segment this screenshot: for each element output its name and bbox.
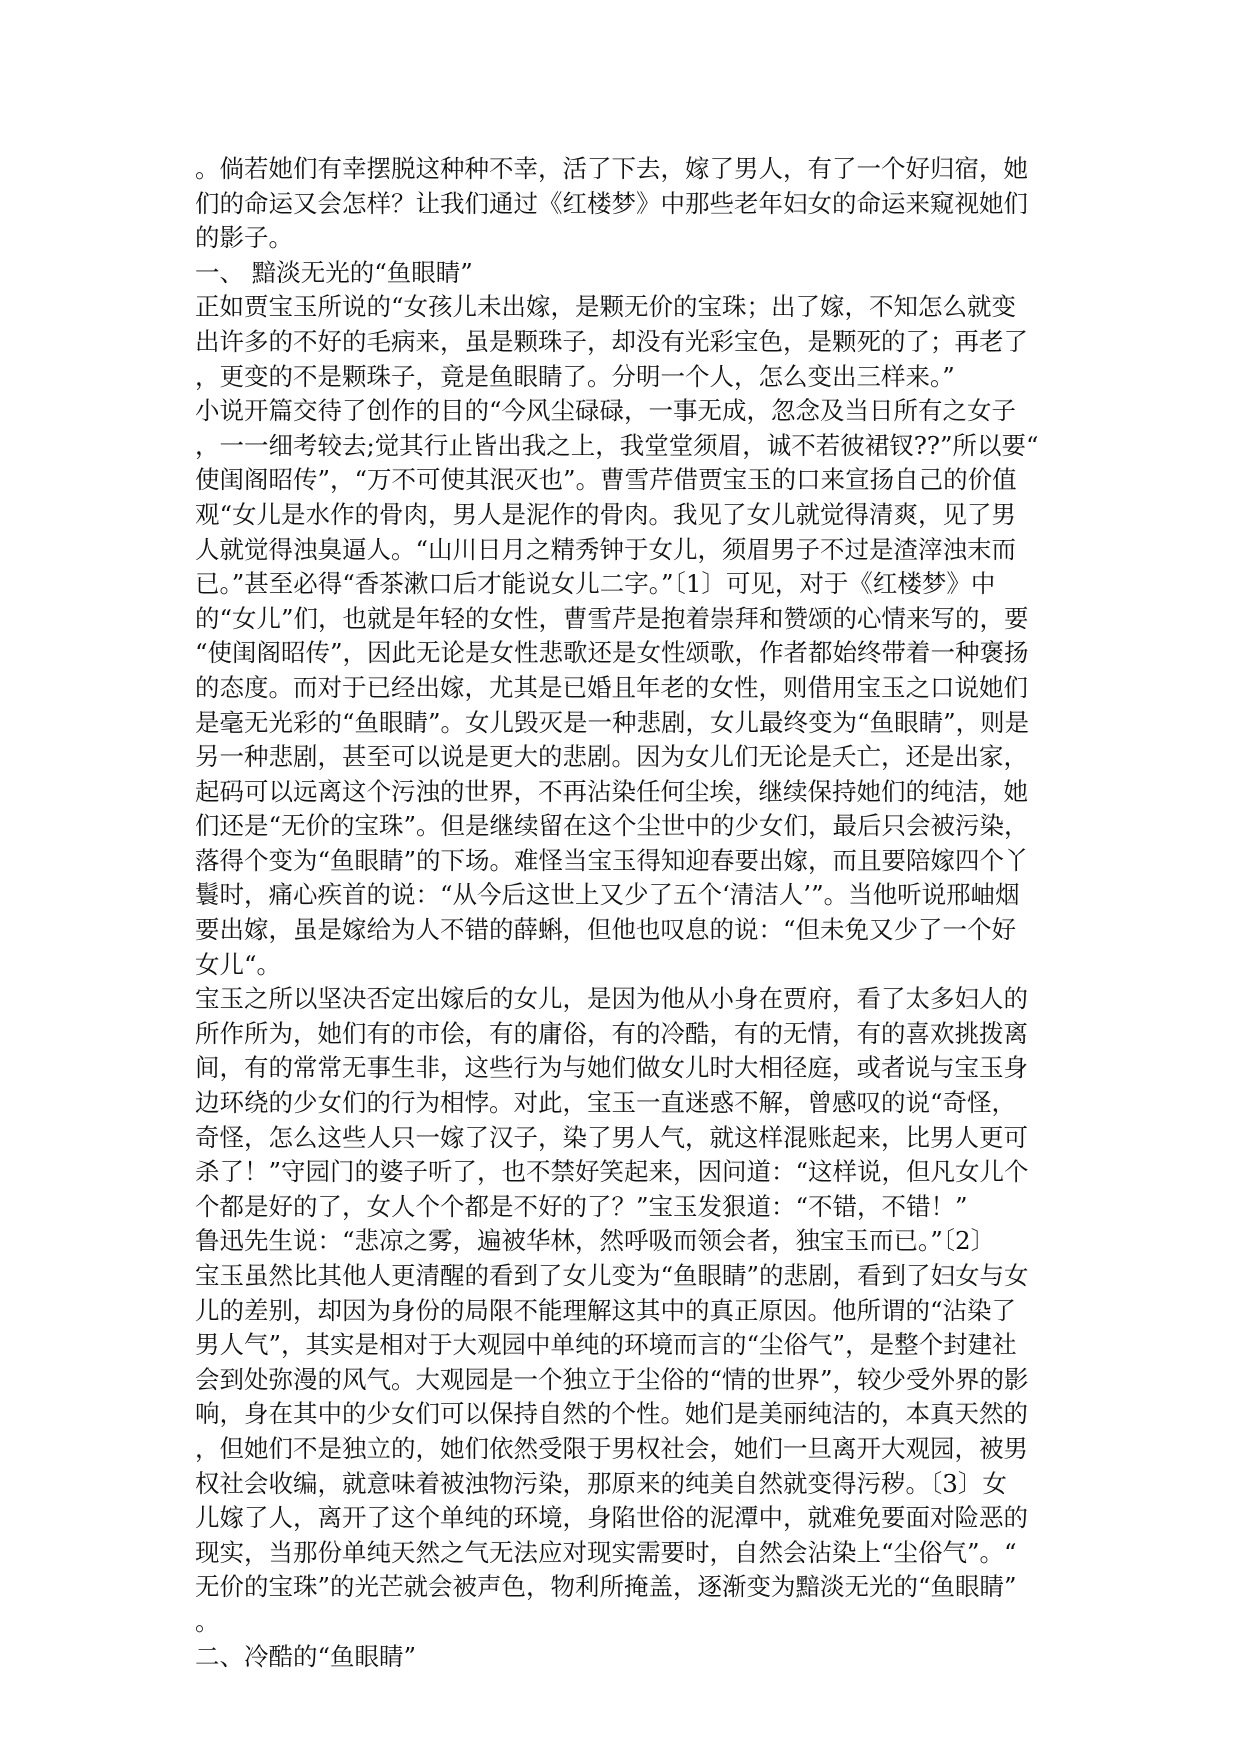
- text-line: 的态度。而对于已经出嫁，尤其是已婚且年老的女性，则借用宝玉之口说她们: [195, 672, 1028, 702]
- text-line: 的影子。: [195, 223, 293, 253]
- text-line: 无价的宝珠”的光芒就会被声色，物利所掩盖，逐渐变为黯淡无光的“鱼眼睛”: [195, 1572, 1017, 1602]
- document-page: [195, 152, 1045, 1674]
- text-line: 落得个变为“鱼眼睛”的下场。难怪当宝玉得知迎春要出嫁，而且要陪嫁四个丫: [195, 845, 1029, 875]
- text-line: 宝玉之所以坚决否定出嫁后的女儿，是因为他从小身在贾府，看了太多妇人的: [195, 984, 1028, 1014]
- text-line: 起码可以远离这个污浊的世界，不再沾染任何尘埃，继续保持她们的纯洁，她: [195, 776, 1028, 806]
- document-body: [195, 152, 1045, 1674]
- text-line: 使闺阁昭传”，“万不可使其泯灭也”。曹雪芹借贾宝玉的口来宣扬自己的价值: [195, 465, 1017, 495]
- text-line: ，但她们不是独立的，她们依然受限于男权社会，她们一旦离开大观园，被男: [195, 1433, 1028, 1463]
- text-line: 人就觉得浊臭逼人。“山川日月之精秀钟于女儿，须眉男子不过是渣滓浊末而: [195, 534, 1017, 564]
- section-heading: 一、 黯淡无光的“鱼眼睛”: [195, 257, 473, 287]
- text-line: 鲁迅先生说：“悲凉之雾，遍被华林，然呼吸而领会者，独宝玉而已。”〔2〕: [195, 1226, 996, 1256]
- text-line: 小说开篇交待了创作的目的“今风尘碌碌，一事无成，忽念及当日所有之女子: [195, 396, 1017, 426]
- text-line: 宝玉虽然比其他人更清醒的看到了女儿变为“鱼眼睛”的悲剧，看到了妇女与女: [195, 1261, 1029, 1290]
- text-line: 间，有的常常无事生非，这些行为与她们做女儿时大相径庭，或者说与宝玉身: [195, 1053, 1028, 1083]
- text-line: 男人气”，其实是相对于大观园中单纯的环境而言的“尘俗气”，是整个封建社: [195, 1330, 1017, 1360]
- text-line: 鬟时，痛心疾首的说：“从今后这世上又少了五个‘清洁人’”。当他听说邢岫烟: [195, 880, 1020, 910]
- text-line: 已。”甚至必得“香茶漱口后才能说女儿二字。”〔1〕可见，对于《红楼梦》中: [195, 569, 996, 599]
- text-line: 女儿“。: [195, 949, 282, 979]
- text-line: 个都是好的了，女人个个都是不好的了？”宝玉发狠道：“不错，不错！”: [195, 1191, 968, 1221]
- text-line: 权社会收编，就意味着被浊物污染，那原来的纯美自然就变得污秽。〔3〕女: [195, 1468, 1007, 1498]
- text-line: 另一种悲剧，甚至可以说是更大的悲剧。因为女儿们无论是夭亡，还是出家，: [195, 742, 1028, 772]
- text-line: 会到处弥漫的风气。大观园是一个独立于尘俗的“情的世界”，较少受外界的影: [195, 1364, 1029, 1394]
- text-line: 边环绕的少女们的行为相悖。对此，宝玉一直迷惑不解，曾感叹的说“奇怪，: [195, 1088, 1017, 1118]
- text-line: 儿的差别，却因为身份的局限不能理解这其中的真正原因。他所谓的“沾染了: [195, 1295, 1017, 1325]
- text-line: 的“女儿”们，也就是年轻的女性，曹雪芹是抱着崇拜和赞颂的心情来写的，要: [195, 603, 1029, 633]
- text-line: 出许多的不好的毛病来，虽是颗珠子，却没有光彩宝色，是颗死的了；再老了: [195, 326, 1028, 356]
- text-line: ，一一细考较去;觉其行止皆出我之上，我堂堂须眉，诚不若彼裙钗??”所以要“: [195, 430, 1039, 460]
- text-line: 正如贾宝玉所说的“女孩儿未出嫁，是颗无价的宝珠；出了嫁，不知怎么就变: [195, 292, 1017, 322]
- text-line: 们的命运又会怎样？让我们通过《红楼梦》中那些老年妇女的命运来窥视她们: [195, 188, 1028, 218]
- text-line: 现实，当那份单纯天然之气无法应对现实需要时，自然会沾染上“尘俗气”。“: [195, 1537, 1017, 1567]
- text-line: 。: [195, 1606, 220, 1636]
- text-line: 是毫无光彩的“鱼眼睛”。女儿毁灭是一种悲剧，女儿最终变为“鱼眼睛”，则是: [195, 707, 1030, 737]
- text-line: 儿嫁了人，离开了这个单纯的环境，身陷世俗的泥潭中，就难免要面对险恶的: [195, 1503, 1028, 1533]
- section-heading: 二、冷酷的“鱼眼睛”: [195, 1641, 417, 1671]
- text-line: 要出嫁，虽是嫁给为人不错的薛蝌，但他也叹息的说：“但未免又少了一个好: [195, 915, 1017, 945]
- text-line: 观“女儿是水作的骨肉，男人是泥作的骨肉。我见了女儿就觉得清爽，见了男: [195, 499, 1017, 529]
- text-line: 所作所为，她们有的市侩，有的庸俗，有的冷酷，有的无情，有的喜欢挑拨离: [195, 1018, 1028, 1048]
- text-line: 奇怪，怎么这些人只一嫁了汉子，染了男人气，就这样混账起来，比男人更可: [195, 1122, 1028, 1152]
- text-line: 们还是“无价的宝珠”。但是继续留在这个尘世中的少女们，最后只会被污染，: [195, 811, 1029, 841]
- text-line: ，更变的不是颗珠子，竟是鱼眼睛了。分明一个人，怎么变出三样来。”: [195, 361, 955, 391]
- text-line: 杀了！”守园门的婆子听了，也不禁好笑起来，因问道：“这样说，但凡女儿个: [195, 1157, 1029, 1187]
- text-line: 。倘若她们有幸摆脱这种种不幸，活了下去，嫁了男人，有了一个好归宿，她: [195, 154, 1028, 183]
- text-line: 响，身在其中的少女们可以保持自然的个性。她们是美丽纯洁的，本真天然的: [195, 1399, 1028, 1429]
- text-line: “使闺阁昭传”，因此无论是女性悲歌还是女性颂歌，作者都始终带着一种褒扬: [195, 638, 1029, 668]
